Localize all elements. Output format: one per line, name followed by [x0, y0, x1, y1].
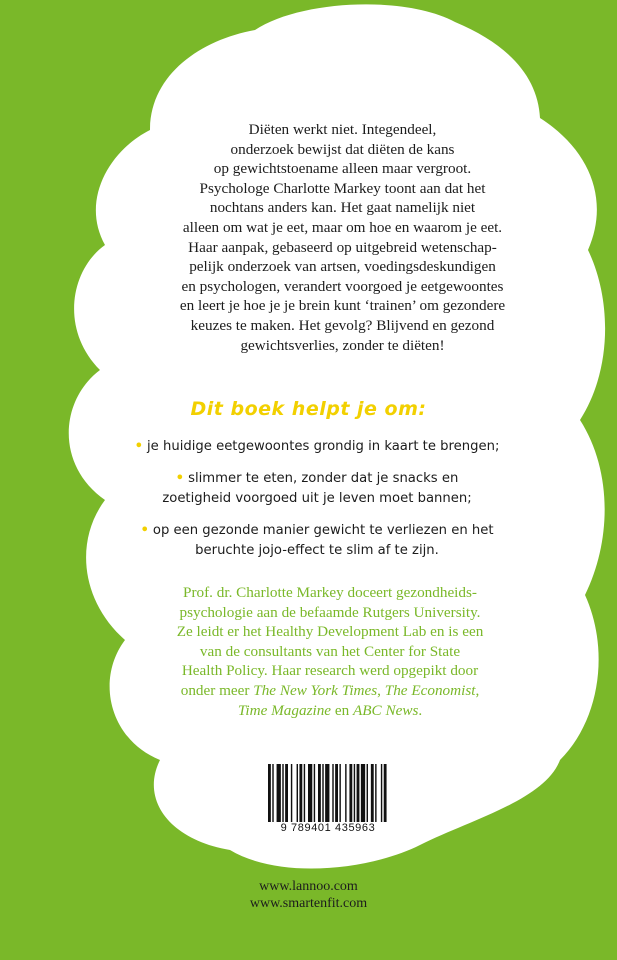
list-item — [112, 521, 522, 561]
bullet-icon: • — [175, 471, 185, 486]
blurb-line: Psychologe Charlotte Markey toont aan dat het — [199, 179, 486, 197]
publication-nyt: The New York Times — [253, 681, 378, 699]
helps-heading: Dit boek helpt je om: — [190, 398, 427, 420]
barcode-bar — [367, 764, 368, 822]
barcode-bar — [314, 764, 315, 822]
barcode-bar — [375, 764, 376, 822]
list-item-text: slimmer te eten, zonder dat je snacks en — [188, 471, 459, 486]
separator: , — [475, 681, 480, 699]
blurb-line: en leert je hoe je je brein kunt ‘trainen’ om gezondere — [179, 297, 506, 315]
blurb-line: alleen om wat je eet, maar om hoe en waarom je eet. — [182, 218, 503, 236]
barcode-bar — [361, 764, 365, 822]
author-text: en — [331, 701, 353, 719]
barcode-bar — [371, 764, 374, 822]
blurb-line: keuzes te maken. Het gevolg? Blijvend en gezond — [190, 316, 495, 334]
barcode-bar — [318, 764, 321, 822]
barcode-bar — [285, 764, 288, 822]
barcode-bars — [268, 764, 388, 822]
list-item-line — [112, 437, 522, 457]
barcode-bar — [299, 764, 302, 822]
blurb-line: gewichtsverlies, zonder te diëten! — [240, 336, 445, 354]
list-item — [112, 469, 522, 509]
barcode — [257, 757, 399, 843]
list-item-line: zoetigheid voorgoed uit je leven moet bannen; — [162, 491, 472, 506]
blurb-line: onderzoek bewijst dat diëten de kans — [230, 140, 455, 158]
barcode-bar — [268, 764, 271, 822]
publication-economist: The Economist — [384, 681, 476, 699]
barcode-bar — [335, 764, 338, 822]
barcode-bar — [345, 764, 346, 822]
author-line — [130, 681, 530, 701]
barcode-bar — [308, 764, 312, 822]
barcode-bar — [354, 764, 355, 822]
blurb-line: op gewichtstoename alleen maar vergroot. — [213, 160, 472, 178]
author-line: Prof. dr. Charlotte Markey doceert gezondheids- — [183, 584, 477, 601]
list-item-text: op een gezonde manier gewicht te verliezen en het — [152, 523, 494, 538]
author-line — [130, 701, 530, 721]
barcode-bar — [339, 764, 340, 822]
publication-time: Time Magazine — [237, 701, 332, 719]
helps-list — [112, 437, 522, 573]
barcode-bar — [332, 764, 333, 822]
author-bio — [130, 583, 530, 720]
list-item-line — [112, 521, 522, 541]
blurb-line: nochtans anders kan. Het gaat namelijk niet — [209, 199, 476, 217]
author-text: . — [418, 701, 423, 719]
barcode-bar — [357, 764, 360, 822]
publisher-urls — [0, 878, 617, 912]
blurb-paragraph — [170, 120, 515, 355]
barcode-bar — [322, 764, 323, 822]
publication-abc: ABC News — [352, 701, 419, 719]
blurb-line: pelijk onderzoek van artsen, voedingsdeskundigen — [189, 258, 496, 276]
barcode-bar — [384, 764, 387, 822]
barcode-bar — [349, 764, 352, 822]
bullet-icon: • — [140, 523, 149, 538]
bullet-icon: • — [134, 439, 144, 454]
barcode-bar — [291, 764, 292, 822]
barcode-bar — [272, 764, 273, 822]
barcode-bar — [297, 764, 298, 822]
author-line: van de consultants van het Center for State — [199, 642, 461, 660]
url-lannoo: www.lannoo.com — [259, 879, 358, 894]
author-text: onder meer — [180, 681, 254, 699]
isbn-number: 9 789401 435963 — [280, 822, 376, 834]
barcode-bar — [325, 764, 329, 822]
barcode-bar — [282, 764, 283, 822]
author-line: Health Policy. Haar research werd opgepikt door — [181, 662, 479, 680]
list-item-line — [112, 469, 522, 489]
barcode-bar — [381, 764, 382, 822]
blurb-line: en psychologen, verandert voorgoed je eetgewoontes — [181, 277, 504, 295]
blurb-line: Haar aanpak, gebaseerd op uitgebreid wetenschap- — [188, 238, 497, 256]
list-item-text: je huidige eetgewoontes grondig in kaart te brengen; — [147, 439, 500, 454]
barcode-bar — [277, 764, 281, 822]
separator: , — [377, 681, 385, 699]
author-line: psychologie aan de befaamde Rutgers University. — [179, 603, 481, 621]
list-item — [112, 437, 522, 457]
url-smartenfit: www.smartenfit.com — [249, 896, 368, 911]
author-line: Ze leidt er het Healthy Development Lab en is een — [176, 623, 484, 641]
blurb-line: Diëten werkt niet. Integendeel, — [248, 121, 437, 138]
barcode-bar — [304, 764, 305, 822]
list-item-line: beruchte jojo-effect te slim af te zijn. — [195, 543, 439, 558]
